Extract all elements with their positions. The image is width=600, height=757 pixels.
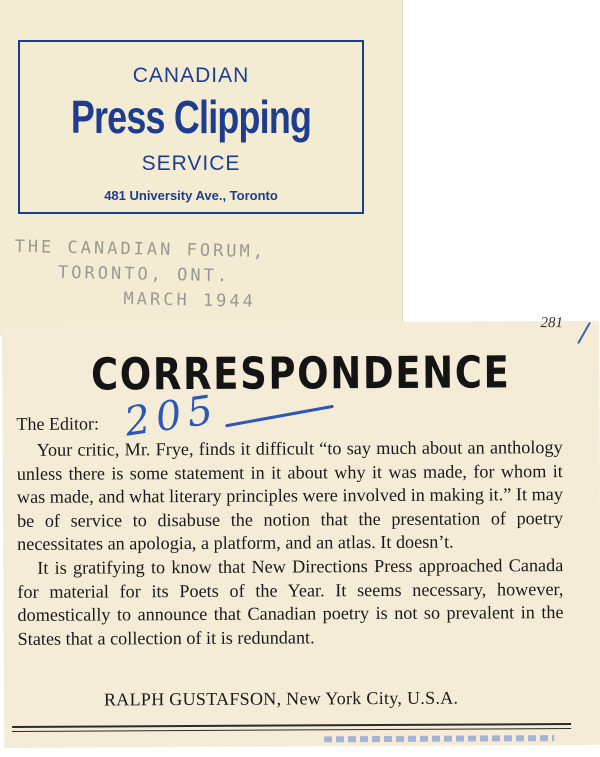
letter-signature: RALPH GUSTAFSON, New York City, U.S.A. xyxy=(103,687,459,710)
stamp-line-service: SERVICE xyxy=(141,152,241,175)
press-clipping-stamp xyxy=(18,40,364,214)
letter-salutation: The Editor: xyxy=(16,413,100,434)
stamp-line-canadian: CANADIAN xyxy=(132,64,250,87)
divider-rule xyxy=(12,728,571,732)
handwritten-underline xyxy=(225,405,334,428)
source-date-stamp xyxy=(13,235,325,316)
source-location: TORONTO, ONT. xyxy=(57,262,231,287)
blue-ink-mark xyxy=(324,735,554,742)
letter-paragraph: Your critic, Mr. Frye, finds it difficult “to say much about an anthology unless there is some statement in it about why it was made, for whom it was made, and what literary principles were involved in making it.” It may be of service to disabuse the notion that the presentation of poetry necessitates an apologia, a platform, and an atlas. It doesn’t. xyxy=(16,437,564,555)
stamp-line-press-clipping: Press Clipping xyxy=(70,91,312,143)
source-date: MARCH 1944 xyxy=(123,289,257,312)
letter-paragraph: It is gratifying to know that New Directions Press approached Canada for material for its Poets of the Year. It seems necessary, however, domestically to announce that Canadian poetry is not so prevalent in the States that a collection of it is redundant. xyxy=(17,555,564,649)
page-number: 281 xyxy=(540,315,564,332)
section-heading: CORRESPONDENCE xyxy=(90,347,511,401)
newspaper-clipping xyxy=(2,315,600,748)
stamp-address: 481 University Ave., Toronto xyxy=(104,188,278,203)
divider-rule xyxy=(12,723,571,728)
source-publication: THE CANADIAN FORUM, xyxy=(14,236,267,263)
letter-body xyxy=(17,436,564,651)
handwritten-note: 205 xyxy=(121,386,222,446)
pen-mark xyxy=(577,322,591,344)
clipping-service-slip xyxy=(0,0,403,336)
